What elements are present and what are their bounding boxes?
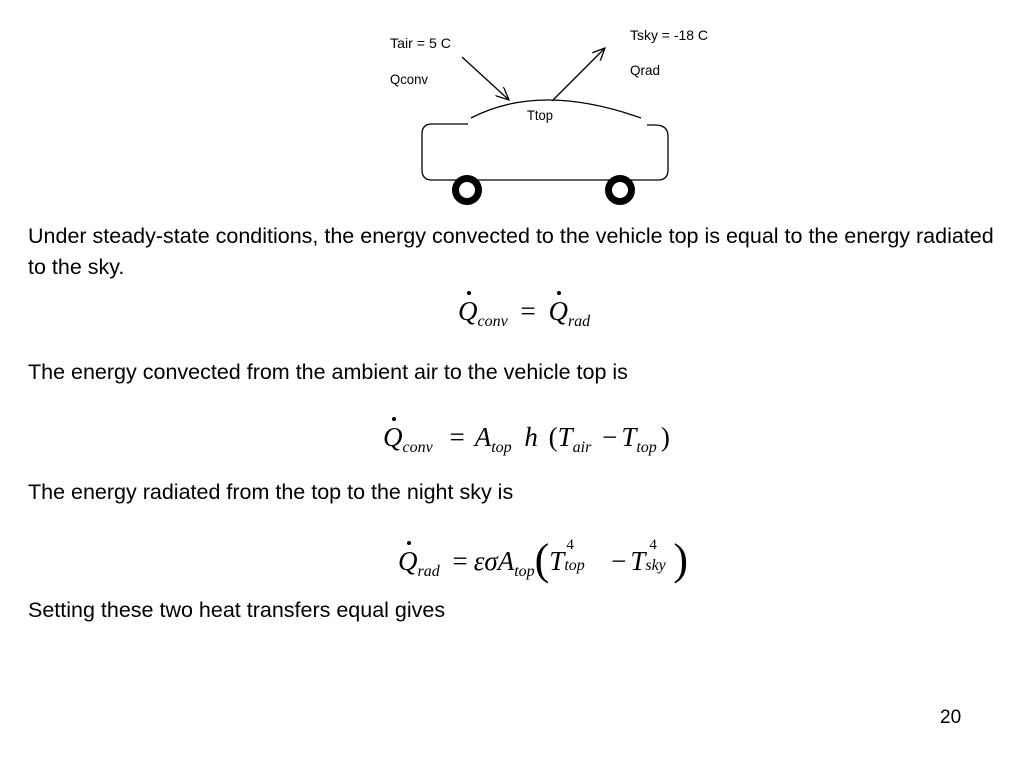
stefan-boltzmann-symbol: σ: [484, 546, 498, 576]
qrad-label: Qrad: [630, 62, 660, 78]
open-paren: (: [548, 422, 558, 452]
q-rad-term: Q: [548, 298, 568, 325]
vehicle-roof: [471, 100, 641, 118]
close-paren: ): [660, 422, 670, 452]
convection-arrow: [462, 57, 509, 100]
top-subscript: top: [636, 439, 657, 456]
area-symbol: A: [497, 546, 515, 576]
convection-equation: [383, 422, 670, 456]
tsky-label: Tsky = -18 C: [630, 27, 708, 43]
vehicle-body: [422, 124, 668, 180]
t-top-symbol: T: [549, 546, 565, 576]
minus-sign: −: [611, 546, 627, 576]
time-derivative-dot: [557, 291, 561, 295]
t-air-symbol: T: [557, 422, 573, 452]
time-derivative-dot: [467, 291, 471, 295]
setting-equal-paragraph: Setting these two heat transfers equal gives: [28, 598, 446, 622]
t-top-symbol: T: [621, 422, 637, 452]
front-wheel: [456, 179, 479, 202]
conv-subscript: conv: [477, 313, 508, 330]
t-sky-symbol: T: [630, 546, 646, 576]
q-conv-term: Q: [458, 298, 478, 325]
page-number: 20: [940, 707, 962, 728]
energy-balance-equation: [458, 296, 591, 330]
steady-state-paragraph: Under steady-state conditions, the energy convected to the vehicle top is equal to the energy radiated to the sky.: [28, 224, 994, 279]
heat-transfer-coefficient: h: [524, 422, 538, 452]
conv-subscript: conv: [402, 439, 433, 456]
tair-label: Tair = 5 C: [390, 35, 451, 51]
exponent-four: 4: [566, 537, 574, 553]
radiation-equation: [398, 534, 688, 584]
equals-sign: =: [452, 546, 468, 576]
equals-sign: =: [449, 422, 465, 452]
equals-sign: =: [520, 296, 536, 326]
time-derivative-dot: [407, 541, 411, 545]
area-symbol: A: [474, 422, 492, 452]
air-subscript: air: [572, 439, 592, 456]
time-derivative-dot: [392, 417, 396, 421]
top-subscript: top: [564, 557, 585, 574]
radiation-paragraph: The energy radiated from the top to the night sky is: [28, 480, 514, 504]
rear-wheel: [609, 179, 632, 202]
emissivity-symbol: ε: [473, 546, 485, 576]
sky-subscript: sky: [645, 557, 666, 574]
rad-subscript: rad: [567, 313, 591, 330]
q-rad-term: Q: [398, 548, 418, 575]
close-paren: ): [673, 535, 688, 584]
vehicle-heat-transfer-diagram: [0, 0, 1024, 215]
open-paren: (: [534, 535, 550, 584]
qconv-label: Qconv: [390, 71, 428, 87]
top-subscript: top: [514, 563, 535, 580]
convection-paragraph: The energy convected from the ambient air to the vehicle top is: [28, 360, 628, 384]
q-conv-term: Q: [383, 424, 403, 451]
radiation-arrow: [552, 48, 605, 101]
top-subscript: top: [491, 439, 512, 456]
exponent-four: 4: [649, 537, 657, 553]
minus-sign: −: [602, 422, 618, 452]
ttop-label: Ttop: [527, 107, 554, 123]
rad-subscript: rad: [417, 563, 440, 580]
